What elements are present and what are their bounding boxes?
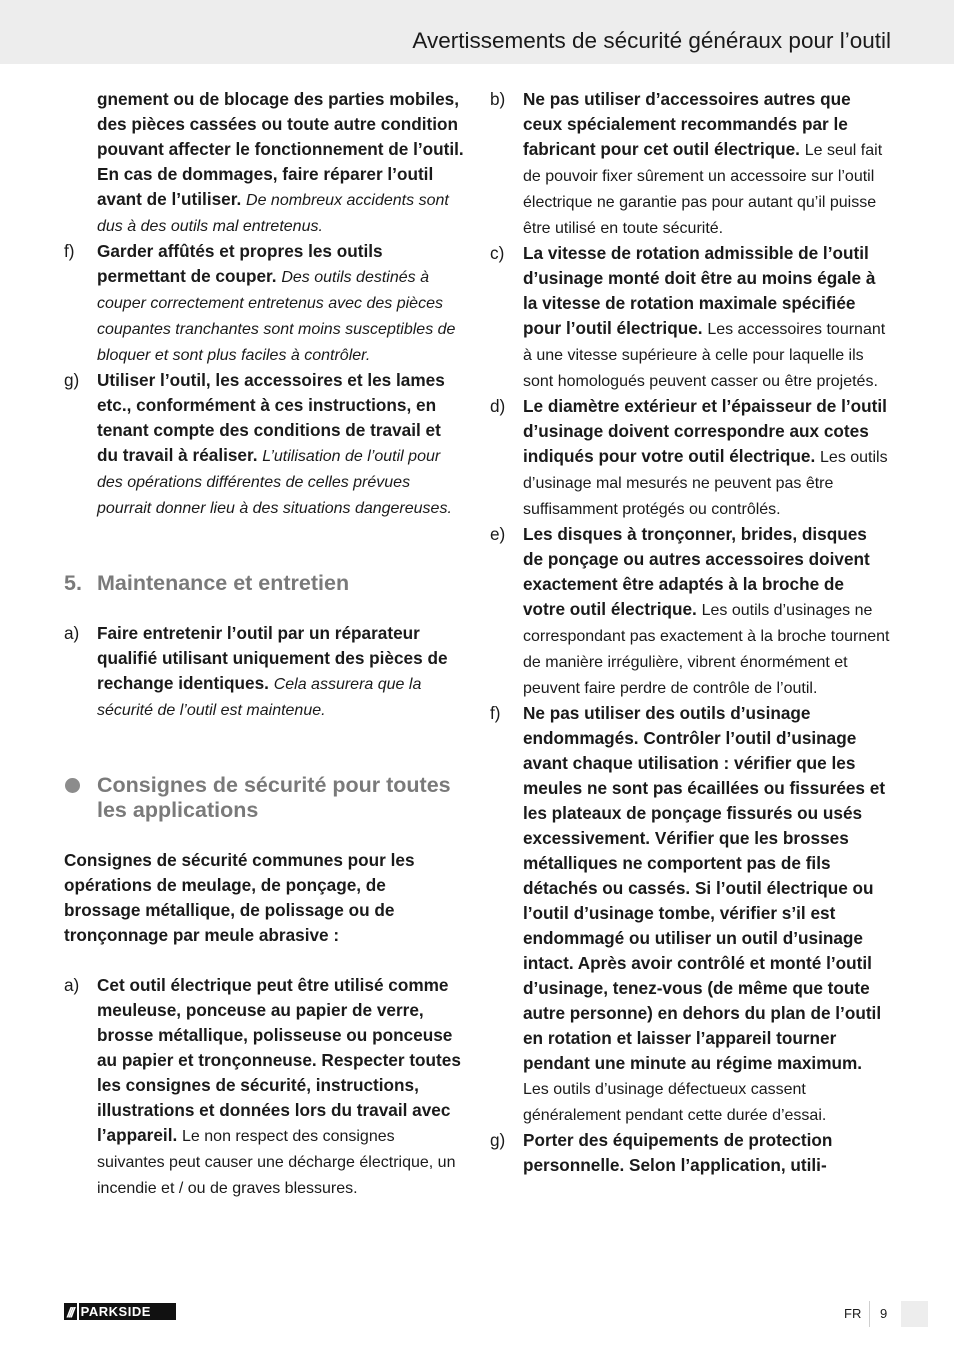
- item-d-text: Les outils d’usinage mal mesurés ne peuvent pas être suffisamment protégés ou contrôlés.: [523, 449, 888, 518]
- section-5-number: 5.: [64, 571, 82, 595]
- page-number: 9: [880, 1306, 888, 1321]
- safety-section-heading: [64, 773, 464, 823]
- bullet-dot-icon: [65, 778, 80, 793]
- item-e-marker: e): [490, 524, 506, 544]
- page-header: [0, 0, 954, 64]
- item-f-bold: Garder affûtés et propres les outils permettant de couper.: [97, 241, 383, 286]
- item-c-bold: La vitesse de rotation admissible de l’outil d’usinage monté doit être au moins égale à la vitesse de rotation maximale spécifiée pour l’outil électrique.: [523, 243, 876, 338]
- item-f-marker: f): [64, 241, 75, 261]
- item-b: [490, 87, 890, 241]
- item-c-text: Les accessoires tournant à une vitesse supérieure à celle pour laquelle ils sont homologués peuvent casser ou être projetés.: [523, 321, 886, 390]
- section-5-item-a-marker: a): [64, 623, 80, 643]
- page-title: Avertissements de sécurité généraux pour l’outil: [412, 28, 891, 53]
- item-e: [490, 522, 890, 701]
- intro-paragraph: Consignes de sécurité communes pour les opérations de meulage, de ponçage, de brossage métallique, de polissage ou de tronçonnage par meule abrasive :: [64, 850, 415, 945]
- item-g-right-marker: g): [490, 1130, 506, 1150]
- item-b-text: Le seul fait de pouvoir fixer sûrement un accessoire sur l’outil électrique ne garantie pas pour autant qu’il puisse être utilisé en toute sécurité.: [523, 142, 883, 237]
- item-f-right-bold: Ne pas utiliser des outils d’usinage endommagés. Contrôler l’outil d’usinage avant chaque utilisation : vérifier que les meules ne sont pas écaillées ou fissurées et les plateaux de ponçage fissurés ou usés excessivement. Vérifier que les brosses métalliques ne comportent pas de fils détachés ou cassés. Si l’outil électrique ou l’outil d’usinage tombe, vérifier s’il est endommagé ou utiliser un outil d’usinage intact. Après avoir contrôlé et monté l’outil d’usinage, tenez-vous (de même que toute autre personne) en dehors du plan de l’outil en rotation et laisser l’appareil tourner pendant une minute au régime maximum.: [523, 703, 886, 1073]
- item-f-right-text: Les outils d’usinage défectueux cassent généralement pendant cette durée d’essai.: [523, 1081, 827, 1124]
- item-d: [490, 394, 890, 522]
- item-f-right-marker: f): [490, 703, 501, 723]
- item-g-right-bold: Porter des équipements de protection personnelle. Selon l’application, utili-: [523, 1130, 833, 1175]
- item-a-bold: Cet outil électrique peut être utilisé comme meuleuse, ponceuse au papier de verre, brosse métallique, polisseuse ou ponceuse au papier et tronçonneuse. Respecter toutes les consignes de sécurité, instructions, illustrations et données lors du travail avec l’appareil.: [97, 975, 461, 1145]
- item-f-text: Des outils destinés à couper correctement entretenus avec des pièces coupantes tranchantes sont moins susceptibles de bloquer et sont plus faciles à contrôler.: [97, 269, 456, 364]
- section-5-item-a: [64, 621, 464, 723]
- item-c-marker: c): [490, 243, 505, 263]
- item-b-marker: b): [490, 89, 506, 109]
- safety-section-title: Consignes de sécurité pour toutes les applications: [97, 773, 451, 822]
- footer-tab: [901, 1301, 928, 1327]
- item-d-bold: Le diamètre extérieur et l’épaisseur de l’outil d’usinage doivent correspondre aux cotes indiqués pour votre outil électrique.: [523, 396, 887, 466]
- section-5-item-a-text: Cela assurera que la sécurité de l’outil est maintenue.: [97, 676, 422, 719]
- item-g-text: L’utilisation de l’outil pour des opérations différentes de celles prévues pourrait donner lieu à des situations dangereuses.: [97, 448, 452, 517]
- item-g: [64, 368, 464, 521]
- item-a-text: Le non respect des consignes suivantes peut causer une décharge électrique, un incendie et / ou de graves blessures.: [97, 1128, 456, 1197]
- item-e-bold: gnement ou de blocage des parties mobiles, des pièces cassées ou toute autre condition pouvant affecter le fonctionnement de l’outil. En cas de dommages, faire réparer l’outil avant de l’utiliser.: [97, 89, 464, 209]
- item-e-continuation: [64, 87, 464, 239]
- item-d-marker: d): [490, 396, 506, 416]
- item-e-text: De nombreux accidents sont dus à des outils mal entretenus.: [97, 192, 449, 235]
- logo-slashes-icon: ///: [67, 1303, 73, 1320]
- item-g-right: [490, 1128, 890, 1178]
- item-b-bold: Ne pas utiliser d’accessoires autres que ceux spécialement recommandés par le fabricant pour cet outil électrique.: [523, 89, 851, 159]
- left-column: [64, 87, 464, 1201]
- item-f: [64, 239, 464, 368]
- item-e-right-text: Les outils d’usinages ne correspondant pas exactement à la broche tournent de manière irrégulière, vibrent énormément et peuvent faire perdre de contrôle de l’outil.: [523, 602, 890, 697]
- item-g-bold: Utiliser l’outil, les accessoires et les lames etc., conformément à ces instructions, en tenant compte des conditions de travail et du travail à réaliser.: [97, 370, 445, 465]
- item-f-right: [490, 701, 890, 1128]
- item-a-marker: a): [64, 975, 80, 995]
- item-a: [64, 973, 464, 1201]
- item-g-marker: g): [64, 370, 80, 390]
- footer-language: FR: [844, 1306, 862, 1321]
- section-5-title: Maintenance et entretien: [97, 571, 350, 595]
- logo-text: PARKSIDE: [80, 1304, 151, 1319]
- item-e-right-bold: Les disques à tronçonner, brides, disques de ponçage ou autres accessoires doivent exactement être adaptés à la broche de votre outil électrique.: [523, 524, 870, 619]
- parkside-logo: [64, 1303, 176, 1320]
- section-5-heading: [64, 571, 464, 596]
- section-5-item-a-bold: Faire entretenir l’outil par un réparateur qualifié utilisant uniquement des pièces de rechange identiques.: [97, 623, 448, 693]
- footer-divider: [869, 1301, 870, 1327]
- right-column: [490, 87, 890, 1178]
- item-c: [490, 241, 890, 394]
